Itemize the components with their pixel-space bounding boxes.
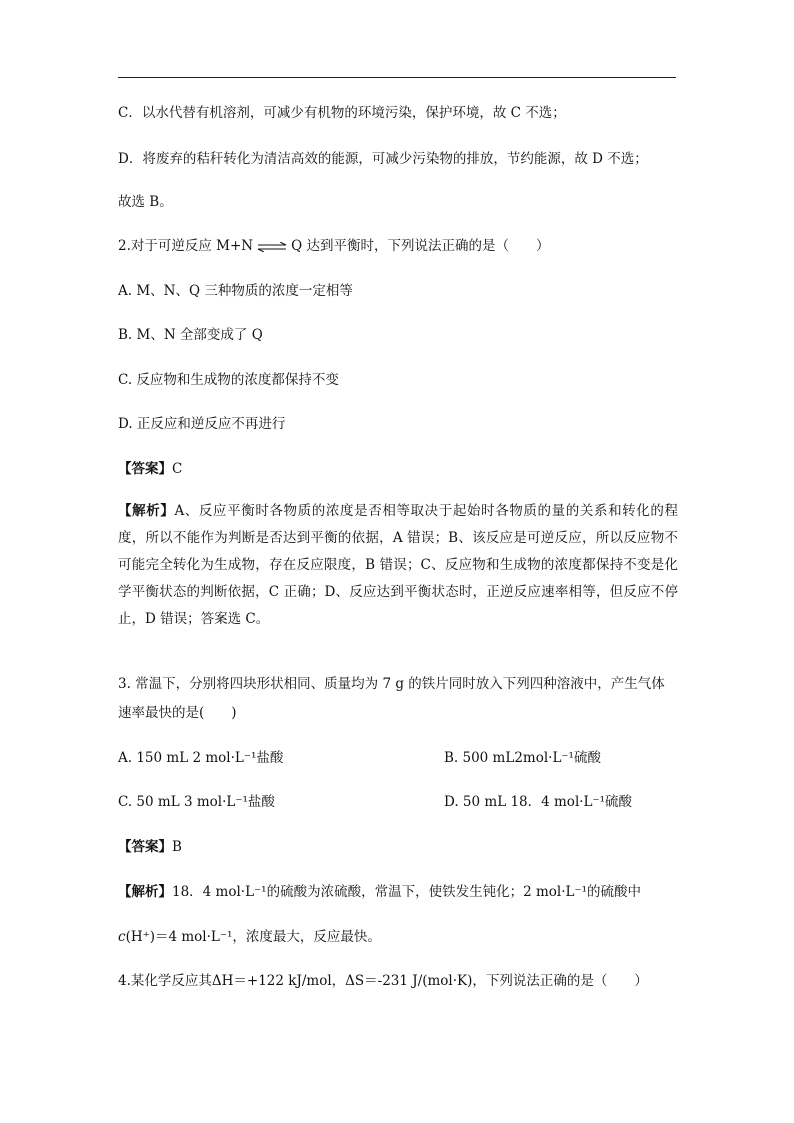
equilibrium-arrow-icon [257,242,287,252]
question-3-analysis-line1 [118,883,641,901]
question-3-answer [118,838,182,856]
question-2-option-c: C. 反应物和生成物的浓度都保持不变 [118,372,339,388]
analysis-tag: 【解析】 [118,503,175,519]
question-3-option-a: A. 150 mL 2 mol·L⁻¹盐酸 [118,750,284,766]
question-3-stem-line1: 3. 常温下，分别将四块形状相同、质量均为 7 g 的铁片同时放入下列四种溶液中，产生气体 [118,676,665,692]
question-2-option-a: A. M、N、Q 三种物质的浓度一定相等 [118,283,353,299]
option-d-explanation: D．将废弃的秸秆转化为清洁高效的能源，可减少污染物的排放，节约能源，故 D 不选； [118,151,648,167]
question-2-answer [118,460,182,478]
question-2-option-b: B. M、N 全部变成了 Q [118,327,263,343]
question-4-stem: 4.某化学反应其ΔH＝+122 kJ/mol，ΔS＝-231 J/(mol·K)，下列说法正确的是（ ） [118,973,648,989]
question-3-stem-line2: 速率最快的是( ) [118,705,237,721]
question-3-option-c: C. 50 mL 3 mol·L⁻¹盐酸 [118,794,275,810]
question-2-stem-part1: 2.对于可逆反应 M+N [118,238,254,254]
question-2-option-d: D. 正反应和逆反应不再进行 [118,416,286,432]
analysis-text: A、反应平衡时各物质的浓度是否相等取决于起始时各物质的量的关系和转化的程度，所以不能作为判断是否达到平衡的依据，A 错误；B、该反应是可逆反应，所以反应物不可能完全转化为生成物，存在反应限度，B 错误；C、反应物和生成物的浓度都保持不变是化学平衡状态的判断依据，C 正确；D、反应达到平衡状态时，正逆反应速率相等，但反应不停止，D 错误；答案选 C。 [118,503,678,627]
option-c-explanation: C．以水代替有机溶剂，可减少有机物的环境污染，保护环境，故 C 不选； [118,105,566,121]
question-3-analysis-line2 [118,928,381,946]
question-3-option-b: B. 500 mL2mol·L⁻¹硫酸 [444,750,601,766]
question-2-stem-part2: Q 达到平衡时，下列说法正确的是（ ） [291,238,550,254]
analysis-tag: 【解析】 [118,884,172,900]
analysis-text: 18．4 mol·L⁻¹的硫酸为浓硫酸，常温下，使铁发生钝化；2 mol·L⁻¹的硫酸中 [172,884,642,900]
question-3-option-d: D. 50 mL 18．4 mol·L⁻¹硫酸 [444,794,633,810]
question-2-analysis [118,498,678,633]
answer-tag: 【答案】 [118,839,172,855]
question-2-stem [118,237,549,255]
answer-tag: 【答案】 [118,461,172,477]
header-rule [118,77,676,78]
concentration-symbol: c [118,929,126,945]
analysis-text: (H⁺)＝4 mol·L⁻¹，浓度最大，反应最快。 [125,929,381,945]
conclusion-line: 故选 B。 [118,194,173,210]
answer-value: C [172,461,183,477]
answer-value: B [172,839,182,855]
